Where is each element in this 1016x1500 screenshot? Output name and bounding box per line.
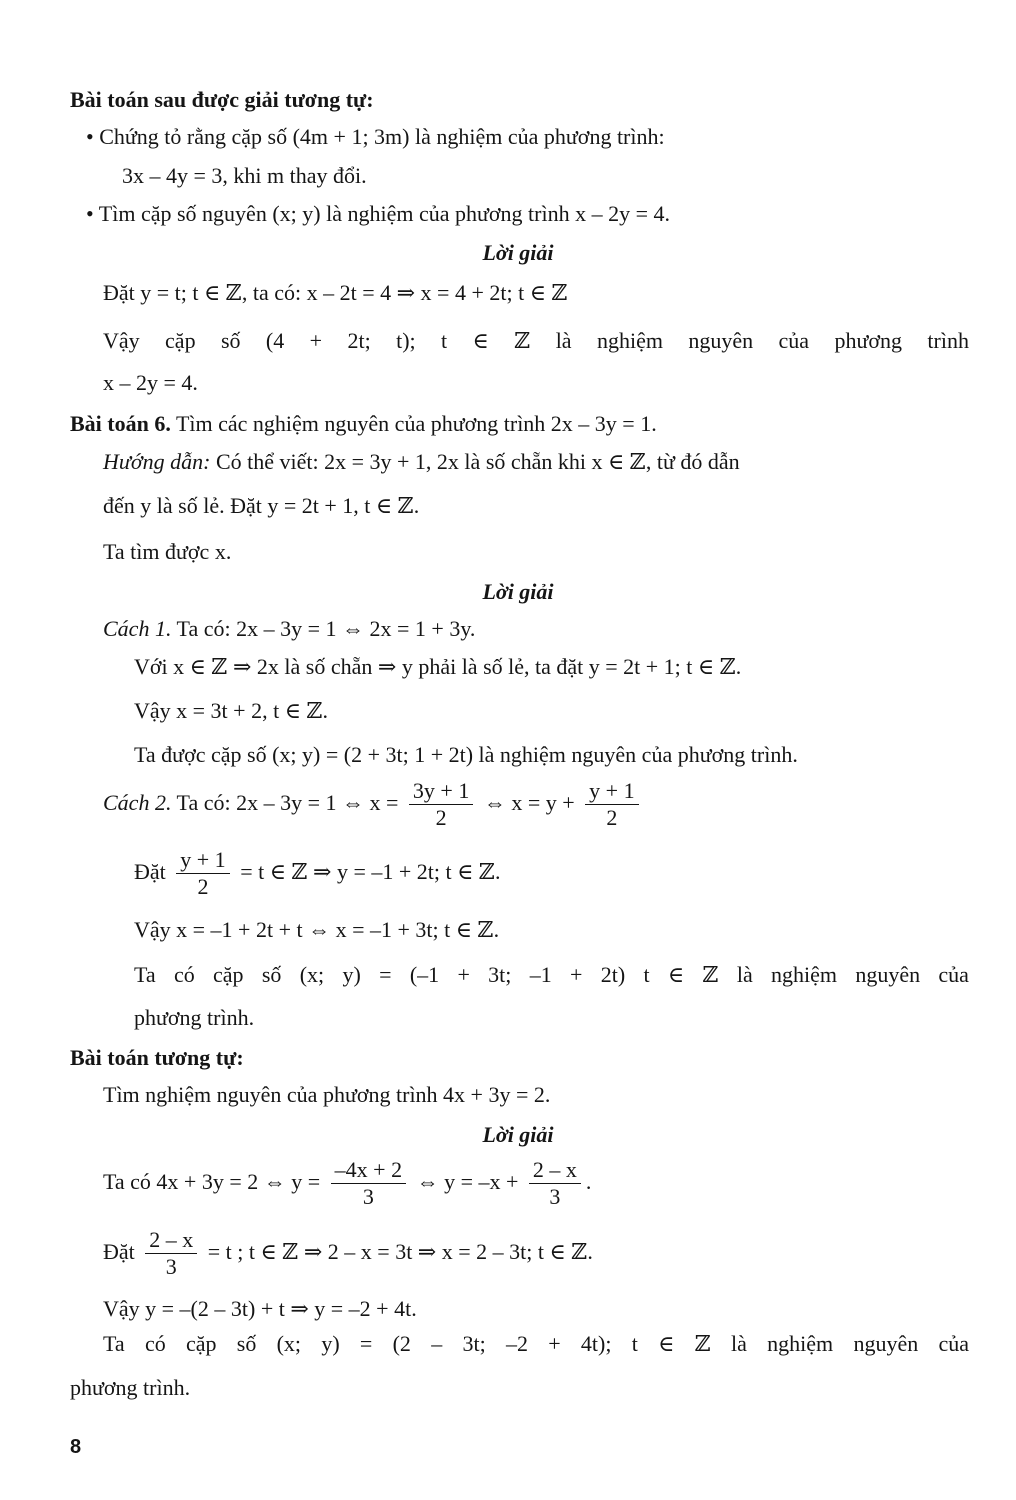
method-label: Cách 1. — [103, 616, 172, 641]
word: của — [938, 1331, 969, 1356]
method-1-line: Vậy x = 3t + 2, t ∈ ℤ. — [134, 698, 329, 723]
word: nghiệm — [767, 1331, 834, 1356]
word: cặp — [213, 962, 244, 987]
hint-text: Có thể viết: 2x = 3y + 1, 2x là số chẵn khi x ∈ ℤ, từ đó dẫn — [210, 449, 740, 474]
fraction — [145, 1227, 197, 1280]
fraction — [585, 778, 638, 831]
word: t — [631, 1331, 638, 1356]
word: + — [309, 328, 323, 353]
solution-line — [103, 1225, 593, 1280]
denominator: 3 — [549, 1184, 561, 1210]
word: (4 — [265, 328, 285, 353]
method-text: Ta có: 2x – 3y = 1 ⇔ 2x = 1 + 3y. — [171, 616, 476, 641]
numerator: –4x + 2 — [331, 1157, 406, 1184]
denominator: 2 — [606, 805, 618, 831]
word: –2 — [505, 1331, 528, 1356]
word: 3t; — [488, 962, 512, 987]
numerator: y + 1 — [176, 847, 229, 874]
solution-title: Lời giải — [482, 1122, 554, 1147]
word: là — [736, 962, 753, 987]
bullet-2: • Tìm cặp số nguyên (x; y) là nghiệm của phương trình x – 2y = 4. — [86, 201, 670, 226]
word: nghiệm — [771, 962, 838, 987]
solution-line-justified — [103, 327, 969, 355]
word: – — [431, 1331, 443, 1356]
word: y) — [321, 1331, 340, 1356]
word: cặp — [185, 1331, 217, 1356]
denominator: 3 — [165, 1254, 177, 1280]
word: trình — [927, 328, 969, 353]
solution-title: Lời giải — [482, 240, 554, 265]
word: t — [441, 328, 448, 353]
page-number: 8 — [70, 1436, 82, 1458]
word: + — [457, 962, 470, 987]
word: (2 — [392, 1331, 411, 1356]
word: số — [220, 328, 241, 353]
word: 2t) — [600, 962, 626, 987]
word: (x; — [299, 962, 325, 987]
problem-6-statement — [70, 410, 657, 438]
problem-label: Bài toán 6. — [70, 411, 171, 436]
method-1-line — [103, 615, 475, 643]
denominator: 2 — [197, 874, 209, 900]
word: + — [548, 1331, 561, 1356]
similar-heading: Bài toán tương tự: — [70, 1045, 244, 1070]
word: của — [938, 962, 969, 987]
word: = — [379, 962, 392, 987]
method-2-line-justified — [134, 961, 969, 989]
word: Ta — [134, 962, 156, 987]
word: ∈ — [667, 962, 685, 987]
word: t — [643, 962, 650, 987]
word: có — [144, 1331, 166, 1356]
numerator: y + 1 — [585, 778, 638, 805]
word: + — [569, 962, 583, 987]
method-2-line — [103, 776, 644, 831]
denominator: 2 — [435, 805, 447, 831]
word: ℤ — [514, 328, 531, 353]
word: ∈ — [658, 1331, 675, 1356]
fraction — [176, 847, 229, 900]
word: số — [236, 1331, 257, 1356]
word: cặp — [165, 328, 196, 353]
word: ∈ — [472, 328, 489, 353]
word: ℤ — [694, 1331, 711, 1356]
solution-line: x – 2y = 4. — [103, 370, 198, 395]
similar-statement: Tìm nghiệm nguyên của phương trình 4x + 3y = 2. — [103, 1082, 551, 1107]
method-text: Ta có: 2x – 3y = 1 ⇔ x = — [171, 790, 399, 815]
solution-line-justified — [103, 1330, 969, 1358]
fraction — [409, 778, 473, 831]
word: 4t); — [580, 1331, 612, 1356]
solution-line: phương trình. — [70, 1375, 191, 1400]
word: Vậy — [103, 328, 140, 353]
word: của — [778, 328, 810, 353]
word: là — [731, 1331, 747, 1356]
word: nguyên — [853, 1331, 919, 1356]
word: số — [261, 962, 282, 987]
word: phương — [834, 328, 902, 353]
hint-line-3: Ta tìm được x. — [103, 539, 232, 564]
method-2-line: phương trình. — [134, 1005, 255, 1030]
hint-line-2: đến y là số lẻ. Đặt y = 2t + 1, t ∈ ℤ. — [103, 493, 420, 518]
solution-line: Vậy y = –(2 – 3t) + t ⇒ y = –2 + 4t. — [103, 1296, 417, 1321]
numerator: 3y + 1 — [409, 778, 473, 805]
word: nguyên — [855, 962, 921, 987]
word: –1 — [529, 962, 552, 987]
problem-text: Tìm các nghiệm nguyên của phương trình 2x – 3y = 1. — [170, 411, 657, 436]
bullet-1-line-1: • Chứng tỏ rằng cặp số (4m + 1; 3m) là nghiệm của phương trình: — [86, 124, 665, 149]
word: Ta — [103, 1331, 125, 1356]
word: (–1 — [409, 962, 440, 987]
denominator: 3 — [362, 1184, 374, 1210]
method-2-line — [134, 845, 500, 900]
word: y) — [342, 962, 361, 987]
word: có — [173, 962, 195, 987]
solution-text: ⇔ y = –x + — [416, 1169, 519, 1194]
solution-line: Đặt y = t; t ∈ ℤ, ta có: x – 2t = 4 ⇒ x = 4 + 2t; t ∈ ℤ — [103, 280, 568, 305]
method-1-line: Với x ∈ ℤ ⇒ 2x là số chẵn ⇒ y phải là số lẻ, ta đặt y = 2t + 1; t ∈ ℤ. — [134, 654, 742, 679]
fraction — [529, 1157, 581, 1210]
word: (x; — [276, 1331, 302, 1356]
solution-text: Ta có 4x + 3y = 2 ⇔ y = — [103, 1169, 321, 1194]
word: 3t; — [462, 1331, 486, 1356]
fraction — [331, 1157, 406, 1210]
solution-text: = t ; t ∈ ℤ ⇒ 2 – x = 3t ⇒ x = 2 – 3t; t ∈ ℤ. — [207, 1239, 593, 1264]
similar-heading: Bài toán sau được giải tương tự: — [70, 87, 374, 112]
solution-text: . — [585, 1169, 592, 1194]
method-1-line: Ta được cặp số (x; y) = (2 + 3t; 1 + 2t) là nghiệm nguyên của phương trình. — [134, 742, 798, 767]
method-text: Đặt — [134, 859, 166, 884]
word: = — [359, 1331, 373, 1356]
numerator: 2 – x — [529, 1157, 581, 1184]
word: nghiệm — [596, 328, 663, 353]
solution-text: Đặt — [103, 1239, 135, 1264]
method-text: = t ∈ ℤ ⇒ y = –1 + 2t; t ∈ ℤ. — [240, 859, 501, 884]
word: nguyên — [688, 328, 754, 353]
word: t); — [396, 328, 416, 353]
bullet-1-line-2: 3x – 4y = 3, khi m thay đổi. — [122, 163, 367, 188]
word: là — [555, 328, 572, 353]
hint-label: Hướng dẫn: — [103, 449, 211, 474]
word: 2t; — [347, 328, 371, 353]
hint-line-1 — [103, 448, 740, 476]
method-label: Cách 2. — [103, 790, 172, 815]
word: ℤ — [702, 962, 719, 987]
method-2-line: Vậy x = –1 + 2t + t ⇔ x = –1 + 3t; t ∈ ℤ. — [134, 917, 500, 942]
solution-line — [103, 1155, 591, 1210]
numerator: 2 – x — [145, 1227, 197, 1254]
method-text: ⇔ x = y + — [483, 790, 575, 815]
solution-title: Lời giải — [482, 579, 554, 604]
